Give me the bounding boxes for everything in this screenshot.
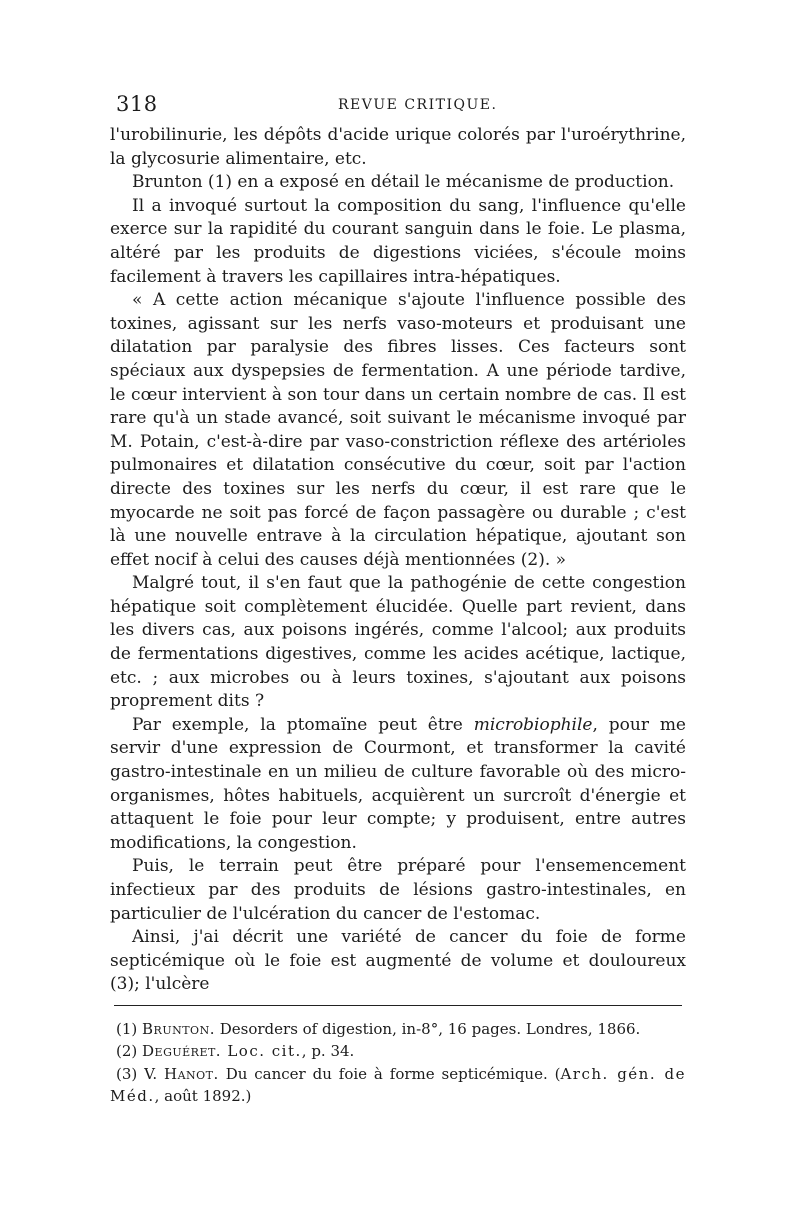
paragraph-with-italic — [110, 714, 686, 856]
paragraph: Malgré tout, il s'en faut que la pathogénie de cette congestion hépatique soit complètement élucidée. Quelle part revient, dans les divers cas, aux poisons ingérés, comme l'alcool; aux produits de fermentations digestives, comme les acides acétique, lactique, etc. ; aux microbes ou à leurs toxines, s'ajoutant aux poisons proprement dits ? — [110, 573, 686, 712]
footnote-text: , p. 34. — [301, 1042, 355, 1061]
footnote-journal: Arch. gén. de Méd. — [110, 1064, 686, 1106]
footnote-3 — [110, 1063, 686, 1108]
footnote-2 — [110, 1040, 686, 1063]
running-title: REVUE CRITIQUE. — [338, 97, 498, 113]
paragraph-continued: l'urobilinurie, les dépôts d'acide urique colorés par l'uroérythrine, la glycosurie alimentaire, etc. — [110, 125, 686, 169]
footnote-citation: Loc. cit. — [221, 1042, 302, 1061]
footnote-divider — [114, 1005, 682, 1006]
paragraph: Il a invoqué surtout la composition du sang, l'influence qu'elle exerce sur la rapidité du courant sanguin dans le foie. Le plasma, altéré par les produits de digestions viciées, s'écoule moins facilement à travers les capillaires intra-hépatiques. — [110, 195, 686, 287]
footnote-marker: (1) — [116, 1019, 143, 1038]
book-page — [110, 92, 686, 1108]
footnote-text: Du cancer du foie à forme septicémique. ( — [218, 1064, 561, 1083]
page-header — [110, 92, 686, 124]
quoted-paragraph: « A cette action mécanique s'ajoute l'influence possible des toxines, agissant sur les nerfs vaso-moteurs et produisant une dilatation par paralysie des fibres lisses. Ces facteurs sont spéciaux aux dyspepsies de fermentation. A une période tardive, le cœur intervient à son tour dans un certain nombre de cas. Il est rare qu'à un stade avancé, soit suivant le mécanisme invoqué par M. Potain, c'est-à-dire par vaso-constriction réflexe des artérioles pulmonaires et dilatation consécutive du cœur, soit par l'action directe des toxines sur les nerfs du cœur, il est rare que le myocarde ne soit pas forcé de façon passagère ou durable ; c'est là une nouvelle entrave à la circulation hépatique, ajoutant son effet nocif à celui des causes déjà mentionnées (2). » — [110, 290, 686, 570]
footnote-text: Desorders of digestion, in-8°, 16 pages. Londres, 1866. — [214, 1019, 641, 1038]
footnote-marker: (2) — [116, 1042, 143, 1061]
footnote-author: Deguéret. — [142, 1042, 222, 1061]
italic-term: microbiophile — [473, 714, 593, 735]
paragraph: Ainsi, j'ai décrit une variété de cancer du foie de forme septicémique où le foie est augmenté de volume et douloureux (3); l'ulcère — [110, 927, 686, 995]
page-number: 318 — [116, 92, 158, 116]
body-text — [110, 124, 686, 997]
text-run: Par exemple, la ptomaïne peut être — [132, 714, 474, 735]
footnote-author: Brunton. — [142, 1019, 215, 1038]
paragraph: Puis, le terrain peut être préparé pour l'ensemencement infectieux par des produits de lésions gastro-intestinales, en particulier de l'ulcération du cancer de l'estomac. — [110, 856, 686, 924]
footnote-marker: (3) V. — [116, 1064, 165, 1083]
footnote-text: , août 1892.) — [154, 1087, 252, 1106]
footnotes — [110, 1018, 686, 1108]
text-run: , pour me servir d'une expression de Courmont, et transformer la cavité gastro-intestinale en un milieu de culture favorable où des micro-organismes, hôtes habituels, acquièrent un surcroît d'énergie et attaquent le foie pour leur compte; y produisent, entre autres modifications, la congestion. — [110, 714, 686, 853]
paragraph: Brunton (1) en a exposé en détail le mécanisme de production. — [132, 172, 675, 193]
footnote-1 — [110, 1018, 686, 1041]
footnote-author: Hanot. — [164, 1064, 219, 1083]
